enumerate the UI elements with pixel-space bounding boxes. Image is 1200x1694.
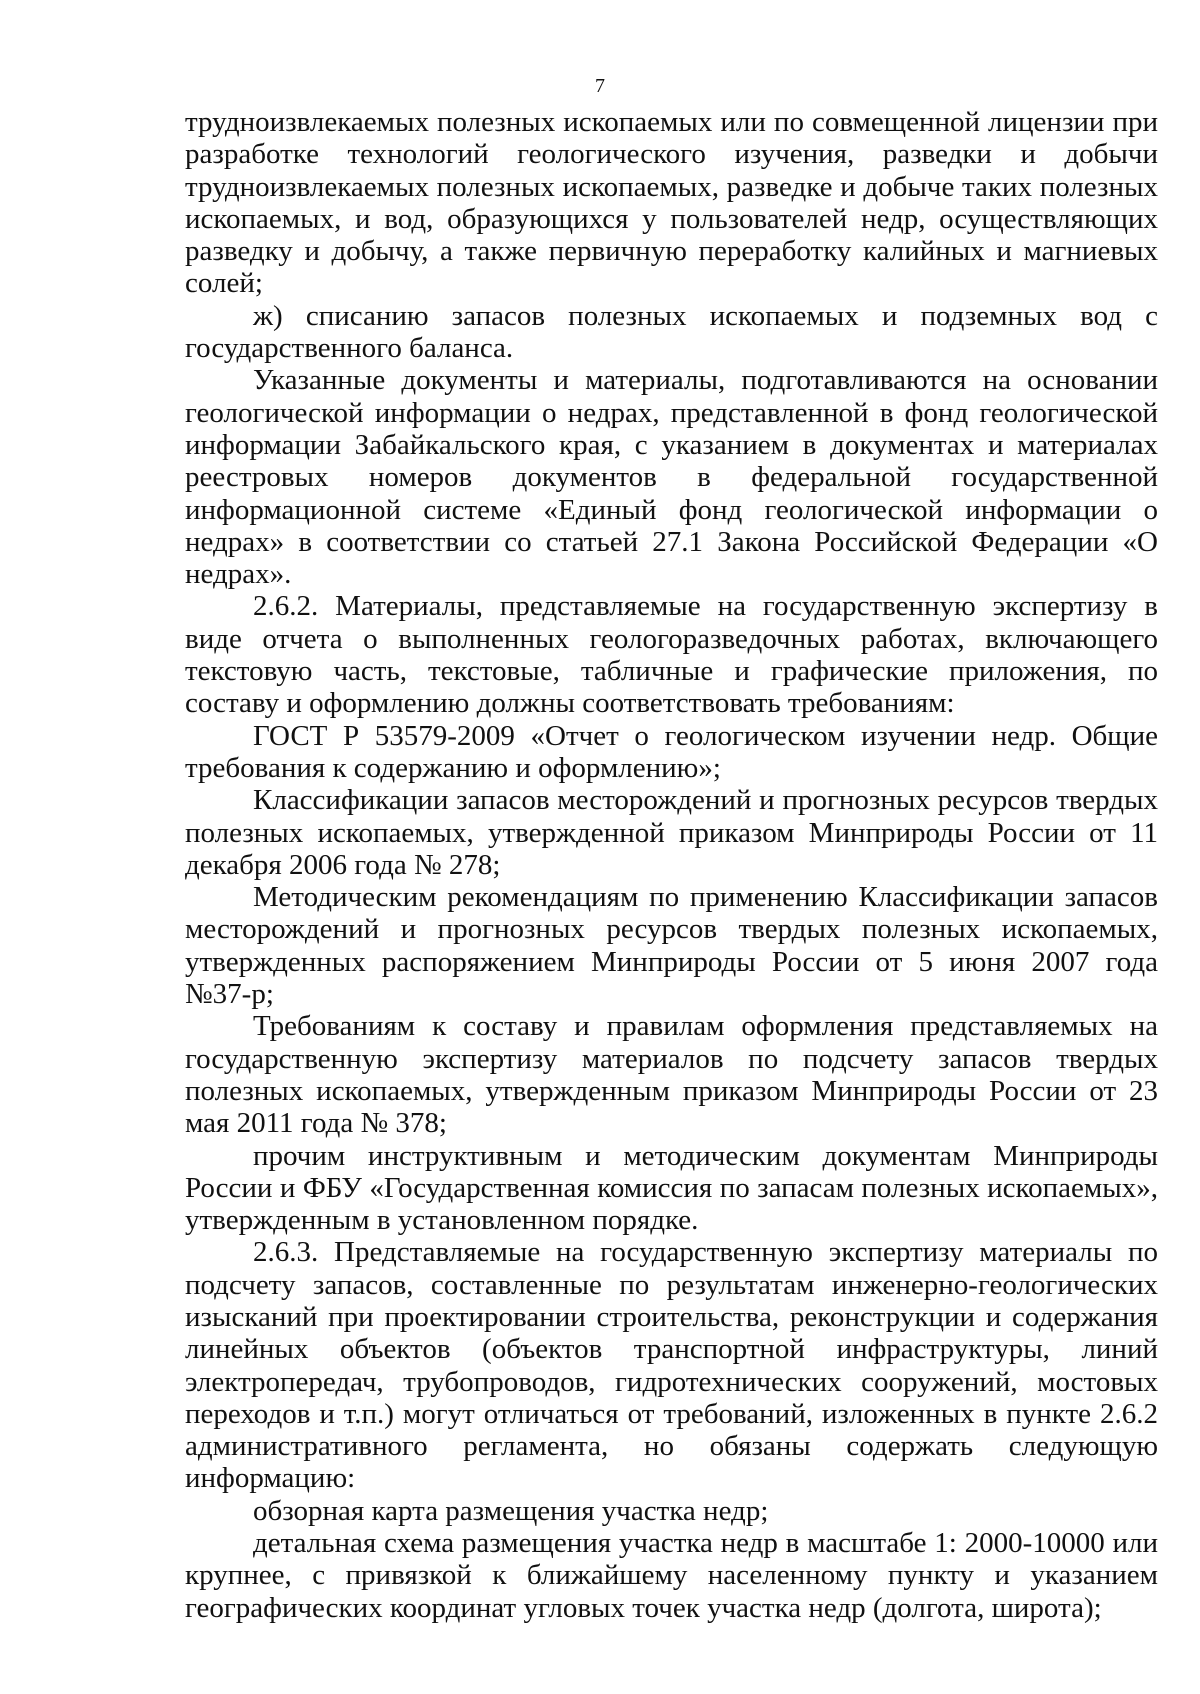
paragraph-item-zh: ж) списанию запасов полезных ископаемых и подземных вод с государственного баланса. <box>185 299 1158 365</box>
paragraph-continuation: трудноизвлекаемых полезных ископаемых или по совмещенной лицензии при разработке технологий геологического изучения, разведки и добычи трудноизвлекаемых полезных ископаемых, разведке и добыче таких полезных ископаемых, и вод, образующихся у пользователей недр, осуществляющих разведку и добычу, а также первичную переработку калийных и магниевых солей; <box>185 106 1158 300</box>
paragraph-2-6-2: 2.6.2. Материалы, представляемые на государственную экспертизу в виде отчета о выполненных геологоразведочных работах, включающего текстовую часть, текстовые, табличные и графические приложения, по составу и оформлению должны соответствовать требованиям: <box>185 590 1158 720</box>
paragraph-requirements: Требованиям к составу и правилам оформления представляемых на государственную экспертизу материалов по подсчету запасов твердых полезных ископаемых, утвержденным приказом Минприроды России от 23 мая 2011 года № 378; <box>185 1010 1158 1140</box>
paragraph-detailed-scheme: детальная схема размещения участка недр в масштабе 1: 2000-10000 или крупнее, с привязкой к ближайшему населенному пункту и указанием географических координат угловых точек участка недр (долгота, широта); <box>185 1527 1158 1624</box>
paragraph-methodical-recommendations: Методическим рекомендациям по применению Классификации запасов месторождений и прогнозных ресурсов твердых полезных ископаемых, утвержденных распоряжением Минприроды России от 5 июня 2007 года №37-р; <box>185 881 1158 1011</box>
paragraph-gost: ГОСТ Р 53579-2009 «Отчет о геологическом изучении недр. Общие требования к содержанию и оформлению»; <box>185 719 1158 784</box>
paragraph-2-6-3: 2.6.3. Представляемые на государственную экспертизу материалы по подсчету запасов, составленные по результатам инженерно-геологических изысканий при проектировании строительства, реконструкции и содержания линейных объектов (объектов транспортной инфраструктуры, линий электропередач, трубопроводов, гидротехнических сооружений, мостовых переходов и т.п.) могут отличаться от требований, изложенных в пункте 2.6.2 административного регламента, но обязаны содержать следующую информацию: <box>185 1236 1158 1495</box>
paragraph-documents-basis: Указанные документы и материалы, подготавливаются на основании геологической информации о недрах, представленной в фонд геологической информации Забайкальского края, с указанием в документах и материалах реестровых номеров документов в федеральной государственной информационной системе «Единый фонд геологической информации о недрах» в соответствии со статьей 27.1 Закона Российской Федерации «О недрах». <box>185 364 1158 591</box>
document-body <box>185 106 1158 1624</box>
paragraph-overview-map: обзорная карта размещения участка недр; <box>253 1494 769 1527</box>
paragraph-other-documents: прочим инструктивным и методическим документам Минприроды России и ФБУ «Государственная комиссия по запасам полезных ископаемых», утвержденным в установленном порядке. <box>185 1139 1158 1237</box>
paragraph-classification: Классификации запасов месторождений и прогнозных ресурсов твердых полезных ископаемых, утвержденной приказом Минприроды России от 11 декабря 2006 года № 278; <box>185 784 1158 881</box>
page-number: 7 <box>595 75 605 97</box>
